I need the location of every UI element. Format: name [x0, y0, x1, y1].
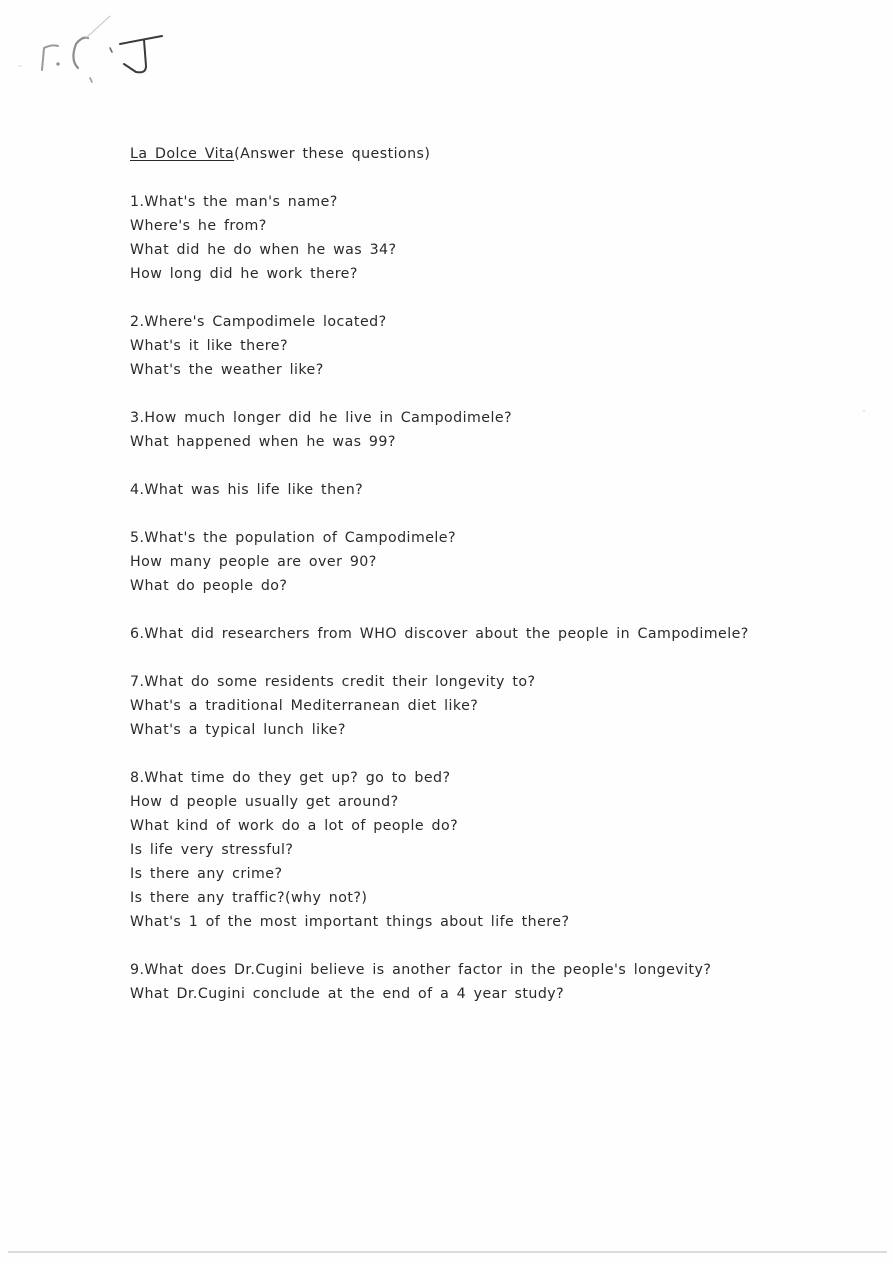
question-sheet	[130, 142, 850, 1030]
question-line: 7.What do some residents credit their longevity to?	[130, 674, 536, 690]
title-underlined: La Dolce Vita	[130, 146, 235, 162]
handwritten-mark	[12, 8, 182, 88]
question-line: What kind of work do a lot of people do?	[130, 818, 459, 834]
question-line: Where's he from?	[130, 218, 267, 234]
question-line: How d people usually get around?	[130, 794, 399, 810]
question-line: How long did he work there?	[130, 266, 358, 282]
question-line: How many people are over 90?	[130, 554, 377, 570]
question-line: 1.What's the man's name?	[130, 194, 338, 210]
question-line: 2.Where's Campodimele located?	[130, 314, 387, 330]
question-group-3	[130, 406, 850, 454]
question-group-9	[130, 958, 850, 1006]
question-group-8	[130, 766, 850, 934]
question-group-2	[130, 310, 850, 382]
question-line: Is life very stressful?	[130, 842, 294, 858]
question-line: 5.What's the population of Campodimele?	[130, 530, 456, 546]
question-line: What's the weather like?	[130, 362, 324, 378]
question-group-5	[130, 526, 850, 598]
question-group-6	[130, 622, 850, 646]
question-line: What's a typical lunch like?	[130, 722, 346, 738]
question-line: 6.What did researchers from WHO discover about the people in Campodimele?	[130, 626, 749, 642]
question-line: Is there any crime?	[130, 866, 283, 882]
question-line: What Dr.Cugini conclude at the end of a 4 year study?	[130, 986, 565, 1002]
question-line: What do people do?	[130, 578, 288, 594]
question-line: What's 1 of the most important things about life there?	[130, 914, 570, 930]
sheet-title	[130, 142, 850, 166]
title-instruction: (Answer these questions)	[234, 146, 431, 162]
question-line: What's it like there?	[130, 338, 288, 354]
question-line: What's a traditional Mediterranean diet like?	[130, 698, 479, 714]
scan-bottom-edge	[8, 1251, 887, 1253]
question-line: 3.How much longer did he live in Campodimele?	[130, 410, 513, 426]
question-line: 4.What was his life like then?	[130, 482, 364, 498]
question-line: What did he do when he was 34?	[130, 242, 397, 258]
question-group-4	[130, 478, 850, 502]
question-line: 9.What does Dr.Cugini believe is another factor in the people's longevity?	[130, 962, 712, 978]
question-line: What happened when he was 99?	[130, 434, 396, 450]
question-group-1	[130, 190, 850, 286]
question-line: 8.What time do they get up? go to bed?	[130, 770, 451, 786]
scan-speck	[863, 410, 865, 412]
question-line: Is there any traffic?(why not?)	[130, 890, 368, 906]
question-group-7	[130, 670, 850, 742]
